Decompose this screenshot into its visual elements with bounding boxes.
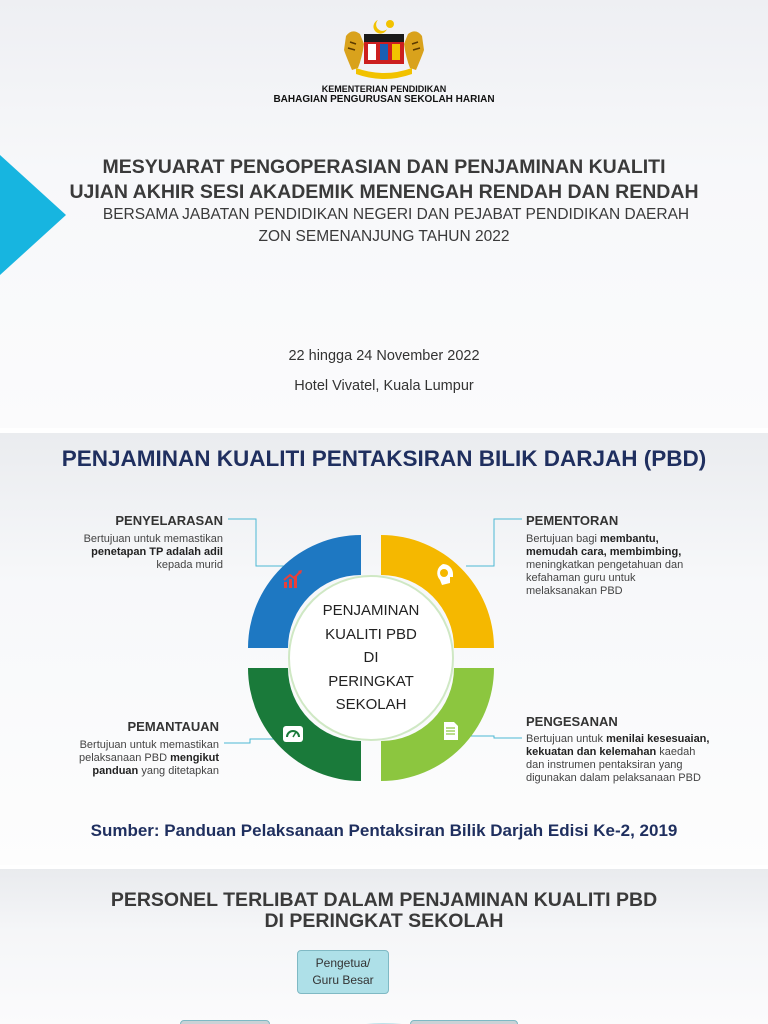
cycle-center-label [300,599,442,717]
pemantauan-description [30,739,219,778]
pemantauan-heading: PEMANTAUAN [127,719,219,734]
source-citation: Sumber: Panduan Pelaksanaan Pentaksiran Bilik Darjah Edisi Ke-2, 2019 [90,821,678,840]
title-line-1: MESYUARAT PENGOPERASIAN DAN PENJAMINAN KUALITI [102,156,666,178]
right-box [410,1020,518,1024]
desc-line: digunakan dalam pelaksanaan PBD [526,772,701,784]
desc-text: Bertujuan untuk [526,733,607,745]
pbd-quality-slide [0,433,768,865]
center-line-1: PENJAMINAN [322,602,420,619]
head-thinking-icon [430,562,456,588]
penyelarasan-description [40,533,223,572]
desc-text: kaedah [656,746,696,758]
principal-line-1: Pengetua/ [315,956,371,970]
center-line-2: KUALITI PBD [325,625,417,643]
desc-line: Bertujuan untuk memastikan [79,739,219,751]
slide-title: PENJAMINAN KUALITI PENTAKSIRAN BILIK DARJAH (PBD) [61,446,707,471]
desc-text: yang ditetapkan [138,765,219,777]
center-line-5: SEKOLAH [335,696,407,713]
desc-text-bold: membantu, [600,533,659,545]
gauge-icon [282,723,304,745]
desc-text-bold: menilai kesesuaian, [606,733,710,745]
slide-title-line-1: PERSONEL TERLIBAT DALAM PENJAMINAN KUALITI PBD [110,889,658,911]
division-name: BAHAGIAN PENGURUSAN SEKOLAH HARIAN [273,94,495,105]
pengesanan-heading: PENGESANAN [526,714,618,729]
desc-line: dan instrumen pentaksiran yang [526,759,683,771]
pementoran-heading: PEMENTORAN [526,513,619,528]
desc-line-bold: memudah cara, membimbing, [526,546,682,558]
subtitle-line-1: BERSAMA JABATAN PENDIDIKAN NEGERI DAN PEJABAT PENDIDIKAN DAERAH [102,206,690,223]
document-icon [440,720,462,742]
desc-text-bold: kekuatan dan kelemahan [526,746,657,758]
principal-line-2: Guru Besar [312,973,374,987]
desc-line: meningkatkan pengetahuan dan [526,559,684,571]
desc-text-bold: panduan [92,765,139,777]
ministry-name: KEMENTERIAN PENDIDIKAN [321,84,447,94]
pementoran-description [526,533,756,598]
center-line-4: PERINGKAT [328,672,414,690]
principal-box [297,950,389,994]
left-box [180,1020,270,1024]
coat-of-arms-logo [338,16,430,82]
event-venue: Hotel Vivatel, Kuala Lumpur [294,378,474,394]
desc-line: Bertujuan untuk memastikan [83,533,223,545]
desc-text: pelaksanaan PBD [78,752,171,764]
desc-text: Bertujuan bagi [526,533,600,545]
growth-chart-icon [282,568,304,590]
title-line-2: UJIAN AKHIR SESI AKADEMIK MENENGAH RENDAH DAN RENDAH [69,181,699,203]
pengesanan-description [526,733,762,785]
slide-title-line-2: DI PERINGKAT SEKOLAH [264,910,504,932]
desc-line: kefahaman guru untuk [526,572,636,584]
desc-line: kepada murid [156,559,223,571]
desc-line: melaksanakan PBD [526,585,623,597]
subtitle-line-2: ZON SEMENANJUNG TAHUN 2022 [258,228,510,245]
title-slide [0,0,768,428]
event-date: 22 hingga 24 November 2022 [288,348,480,364]
desc-line-bold: penetapan TP adalah adil [91,546,223,558]
penyelarasan-heading: PENYELARASAN [115,513,223,528]
center-line-3: DI [363,649,379,666]
personnel-slide [0,869,768,1024]
desc-text-bold: mengikut [170,752,219,764]
